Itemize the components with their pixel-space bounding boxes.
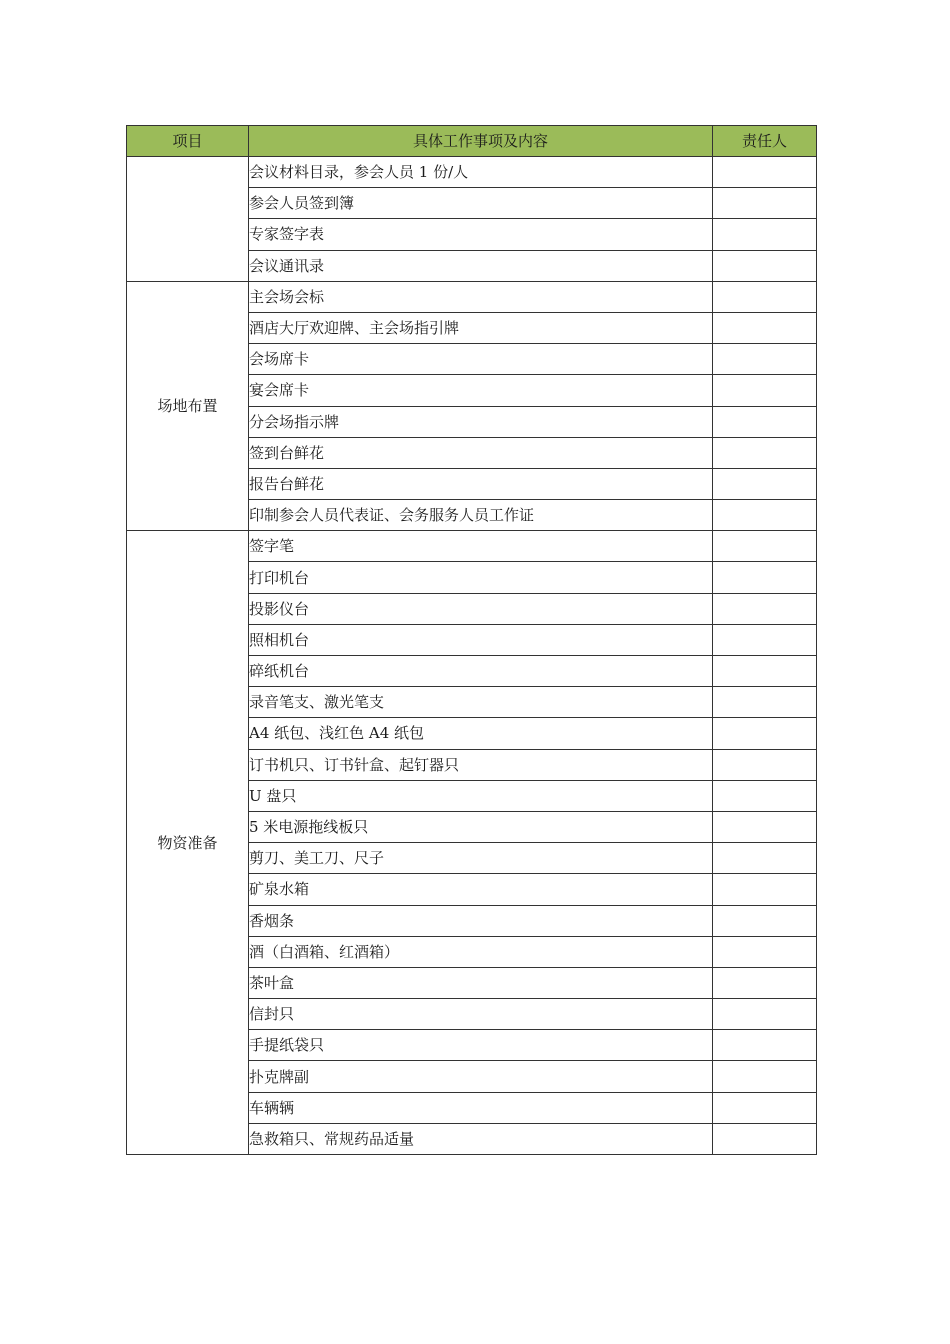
owner-cell[interactable] (713, 811, 817, 842)
header-category: 项目 (127, 126, 249, 157)
category-cell: 场地布置 (127, 281, 249, 531)
task-cell: 扑克牌副 (249, 1061, 713, 1092)
header-task: 具体工作事项及内容 (249, 126, 713, 157)
task-cell: 印制参会人员代表证、会务服务人员工作证 (249, 500, 713, 531)
owner-cell[interactable] (713, 874, 817, 905)
task-cell: 专家签字表 (249, 219, 713, 250)
owner-cell[interactable] (713, 406, 817, 437)
task-cell: 签字笔 (249, 531, 713, 562)
table-header (127, 126, 817, 157)
task-cell: A4 纸包、浅红色 A4 纸包 (249, 718, 713, 749)
task-cell: 主会场会标 (249, 281, 713, 312)
task-cell: 酒（白酒箱、红酒箱） (249, 936, 713, 967)
owner-cell[interactable] (713, 468, 817, 499)
owner-cell[interactable] (713, 656, 817, 687)
task-cell: 5 米电源拖线板只 (249, 811, 713, 842)
owner-cell[interactable] (713, 936, 817, 967)
owner-cell[interactable] (713, 344, 817, 375)
owner-cell[interactable] (713, 157, 817, 188)
header-row (127, 126, 817, 157)
owner-cell[interactable] (713, 1123, 817, 1154)
owner-cell[interactable] (713, 967, 817, 998)
category-cell: 物资准备 (127, 531, 249, 1155)
category-cell (127, 157, 249, 282)
table-row (127, 281, 817, 312)
owner-cell[interactable] (713, 562, 817, 593)
task-cell: 参会人员签到簿 (249, 188, 713, 219)
task-cell: 打印机台 (249, 562, 713, 593)
owner-cell[interactable] (713, 749, 817, 780)
owner-cell[interactable] (713, 437, 817, 468)
owner-cell[interactable] (713, 624, 817, 655)
owner-cell[interactable] (713, 1030, 817, 1061)
task-cell: 录音笔支、激光笔支 (249, 687, 713, 718)
task-cell: 酒店大厅欢迎牌、主会场指引牌 (249, 312, 713, 343)
owner-cell[interactable] (713, 1092, 817, 1123)
task-cell: 矿泉水箱 (249, 874, 713, 905)
task-cell: 剪刀、美工刀、尺子 (249, 843, 713, 874)
task-cell: 碎纸机台 (249, 656, 713, 687)
owner-cell[interactable] (713, 188, 817, 219)
task-cell: 信封只 (249, 999, 713, 1030)
owner-cell[interactable] (713, 1061, 817, 1092)
task-cell: 订书机只、订书针盒、起钉器只 (249, 749, 713, 780)
owner-cell[interactable] (713, 312, 817, 343)
owner-cell[interactable] (713, 250, 817, 281)
task-cell: U 盘只 (249, 780, 713, 811)
task-cell: 投影仪台 (249, 593, 713, 624)
table-row (127, 531, 817, 562)
owner-cell[interactable] (713, 500, 817, 531)
owner-cell[interactable] (713, 531, 817, 562)
work-schedule-table (126, 125, 817, 1155)
owner-cell[interactable] (713, 843, 817, 874)
table-row (127, 157, 817, 188)
task-cell: 会议材料目录，参会人员 1 份/人 (249, 157, 713, 188)
task-cell: 会场席卡 (249, 344, 713, 375)
task-cell: 车辆辆 (249, 1092, 713, 1123)
task-cell: 急救箱只、常规药品适量 (249, 1123, 713, 1154)
owner-cell[interactable] (713, 905, 817, 936)
task-cell: 手提纸袋只 (249, 1030, 713, 1061)
task-cell: 签到台鲜花 (249, 437, 713, 468)
table-body (127, 157, 817, 1155)
task-cell: 报告台鲜花 (249, 468, 713, 499)
task-cell: 照相机台 (249, 624, 713, 655)
owner-cell[interactable] (713, 281, 817, 312)
owner-cell[interactable] (713, 375, 817, 406)
owner-cell[interactable] (713, 219, 817, 250)
owner-cell[interactable] (713, 780, 817, 811)
owner-cell[interactable] (713, 999, 817, 1030)
header-owner: 责任人 (713, 126, 817, 157)
task-cell: 茶叶盒 (249, 967, 713, 998)
task-cell: 分会场指示牌 (249, 406, 713, 437)
owner-cell[interactable] (713, 593, 817, 624)
task-cell: 宴会席卡 (249, 375, 713, 406)
task-cell: 会议通讯录 (249, 250, 713, 281)
task-cell: 香烟条 (249, 905, 713, 936)
owner-cell[interactable] (713, 687, 817, 718)
owner-cell[interactable] (713, 718, 817, 749)
